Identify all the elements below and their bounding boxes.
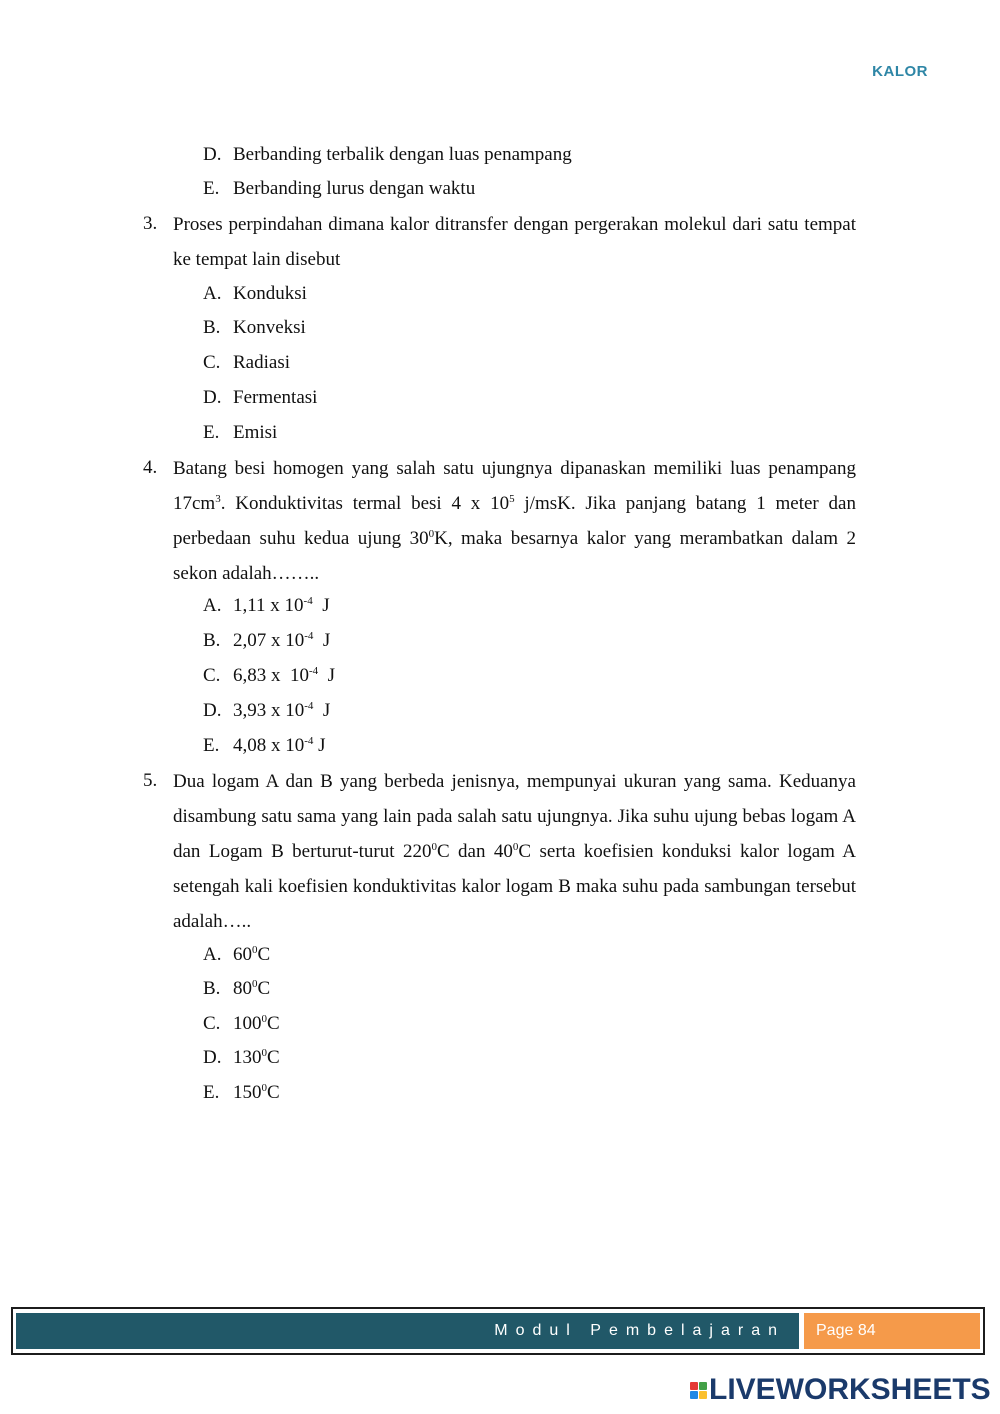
option-unit: C <box>257 944 271 965</box>
liveworksheets-logo-icon <box>690 1382 707 1399</box>
q5-text-part: C serta koefisien konduksi kalor logam A setengah kali koefisien konduktivitas kalor logam B maka suhu pada sambungan tersebut adalah….. <box>173 841 857 932</box>
option-text: Berbanding lurus dengan waktu <box>233 178 476 199</box>
q4-option-d <box>203 699 330 723</box>
q3-number: 3. <box>143 213 158 234</box>
option-letter: E. <box>203 178 220 199</box>
q5-superscript: 0 <box>431 841 437 853</box>
q4-option-e <box>203 734 326 758</box>
footer-module-bar <box>16 1313 799 1349</box>
option-letter: E. <box>203 422 220 443</box>
q2-option-e <box>203 177 475 201</box>
option-exponent: 0 <box>261 1047 267 1059</box>
option-letter: D. <box>203 700 222 721</box>
option-exponent: 0 <box>261 1082 267 1094</box>
option-value: 100 <box>233 1013 262 1034</box>
q2-option-d <box>203 143 572 167</box>
option-unit: J <box>313 735 326 756</box>
q3-option-a <box>203 282 307 306</box>
option-text: Berbanding terbalik dengan luas penampang <box>233 144 572 165</box>
q4-superscript: 0 <box>428 528 435 540</box>
option-letter: C. <box>203 1013 221 1034</box>
option-text: Konveksi <box>233 317 306 338</box>
q4-text-part: . Konduktivitas termal besi 4 x 10 <box>220 493 510 514</box>
option-letter: A. <box>203 283 222 304</box>
q5-option-e <box>203 1081 280 1105</box>
q3-option-b <box>203 316 306 340</box>
watermark-text: LIVEWORKSHEETS <box>709 1373 991 1406</box>
footer-page-number: Page 84 <box>816 1322 876 1339</box>
option-letter: E. <box>203 1082 220 1103</box>
q4-text-part: Batang besi homogen yang salah satu ujungnya dipanaskan memiliki luas penampang 17cm <box>173 458 856 514</box>
option-exponent: -4 <box>304 735 314 747</box>
q5-option-a <box>203 943 270 967</box>
q3-option-e <box>203 421 277 445</box>
option-letter: C. <box>203 352 221 373</box>
option-value: 4,08 x 10 <box>233 735 305 756</box>
footer-page-box <box>804 1313 980 1349</box>
option-value: 60 <box>233 944 252 965</box>
q3-option-c <box>203 351 290 375</box>
option-unit: C <box>267 1047 280 1068</box>
option-text: Konduksi <box>233 283 307 304</box>
option-letter: A. <box>203 595 222 616</box>
q4-text <box>173 451 856 591</box>
q5-option-d <box>203 1046 280 1070</box>
option-value: 2,07 x 10 <box>233 630 305 651</box>
option-letter: B. <box>203 978 221 999</box>
logo-tile <box>690 1382 698 1390</box>
q5-text <box>173 764 856 939</box>
option-text: Fermentasi <box>233 387 318 408</box>
option-letter: D. <box>203 1047 222 1068</box>
q5-superscript: 0 <box>512 841 519 853</box>
q5-text-part: C dan 40 <box>436 841 513 862</box>
option-letter: A. <box>203 944 222 965</box>
option-exponent: -4 <box>304 630 314 642</box>
option-value: 3,93 x 10 <box>233 700 305 721</box>
q4-text-part: j/msK. Jika panjang batang 1 meter dan perbedaan suhu kedua ujung 30 <box>173 493 856 549</box>
q4-option-a <box>203 594 330 618</box>
q5-number: 5. <box>143 770 158 791</box>
option-unit: J <box>313 630 331 651</box>
option-value: 130 <box>233 1047 262 1068</box>
option-exponent: 0 <box>252 978 258 990</box>
q5-text-part: Dua logam A dan B yang berbeda jenisnya, mempunyai ukuran yang sama. Keduanya disambung satu sama yang lain pada salah satu ujungnya. Jika suhu ujung bebas logam A dan Logam B berturut-turut 220 <box>173 771 856 862</box>
running-header-title: KALOR <box>872 63 928 80</box>
option-exponent: -4 <box>304 700 314 712</box>
logo-tile <box>690 1391 698 1399</box>
option-value: 80 <box>233 978 252 999</box>
option-text: Radiasi <box>233 352 290 373</box>
q4-text-part: K, maka besarnya kalor yang merambatkan dalam 2 sekon adalah…….. <box>173 528 856 584</box>
q5-option-c <box>203 1012 280 1036</box>
q4-option-b <box>203 629 330 653</box>
option-letter: D. <box>203 144 222 165</box>
q3-text: Proses perpindahan dimana kalor ditransfer dengan pergerakan molekul dari satu tempat ke tempat lain disebut <box>173 214 856 270</box>
option-exponent: -4 <box>303 595 313 607</box>
option-unit: J <box>313 700 331 721</box>
option-value: 6,83 x 10 <box>233 665 309 686</box>
option-unit: C <box>267 1013 280 1034</box>
q5-option-b <box>203 977 270 1001</box>
option-exponent: 0 <box>261 1013 267 1025</box>
q4-superscript: 5 <box>509 493 515 505</box>
option-letter: E. <box>203 735 220 756</box>
option-value: 150 <box>233 1082 262 1103</box>
option-text: Emisi <box>233 422 278 443</box>
option-letter: B. <box>203 630 221 651</box>
logo-tile <box>699 1391 707 1399</box>
option-exponent: 0 <box>252 944 258 956</box>
option-letter: C. <box>203 665 221 686</box>
option-letter: B. <box>203 317 221 338</box>
option-unit: C <box>257 978 271 999</box>
q4-number: 4. <box>143 457 158 478</box>
q4-superscript: 3 <box>215 493 221 505</box>
option-exponent: -4 <box>309 665 319 677</box>
option-unit: J <box>312 595 330 616</box>
option-letter: D. <box>203 387 222 408</box>
option-unit: J <box>318 665 336 686</box>
footer-module-label: Modul Pembelajaran <box>494 1322 785 1339</box>
q3-option-d <box>203 386 317 410</box>
option-unit: C <box>267 1082 280 1103</box>
option-value: 1,11 x 10 <box>233 595 304 616</box>
logo-tile <box>699 1382 707 1390</box>
liveworksheets-watermark <box>690 1373 991 1407</box>
q4-option-c <box>203 664 335 688</box>
